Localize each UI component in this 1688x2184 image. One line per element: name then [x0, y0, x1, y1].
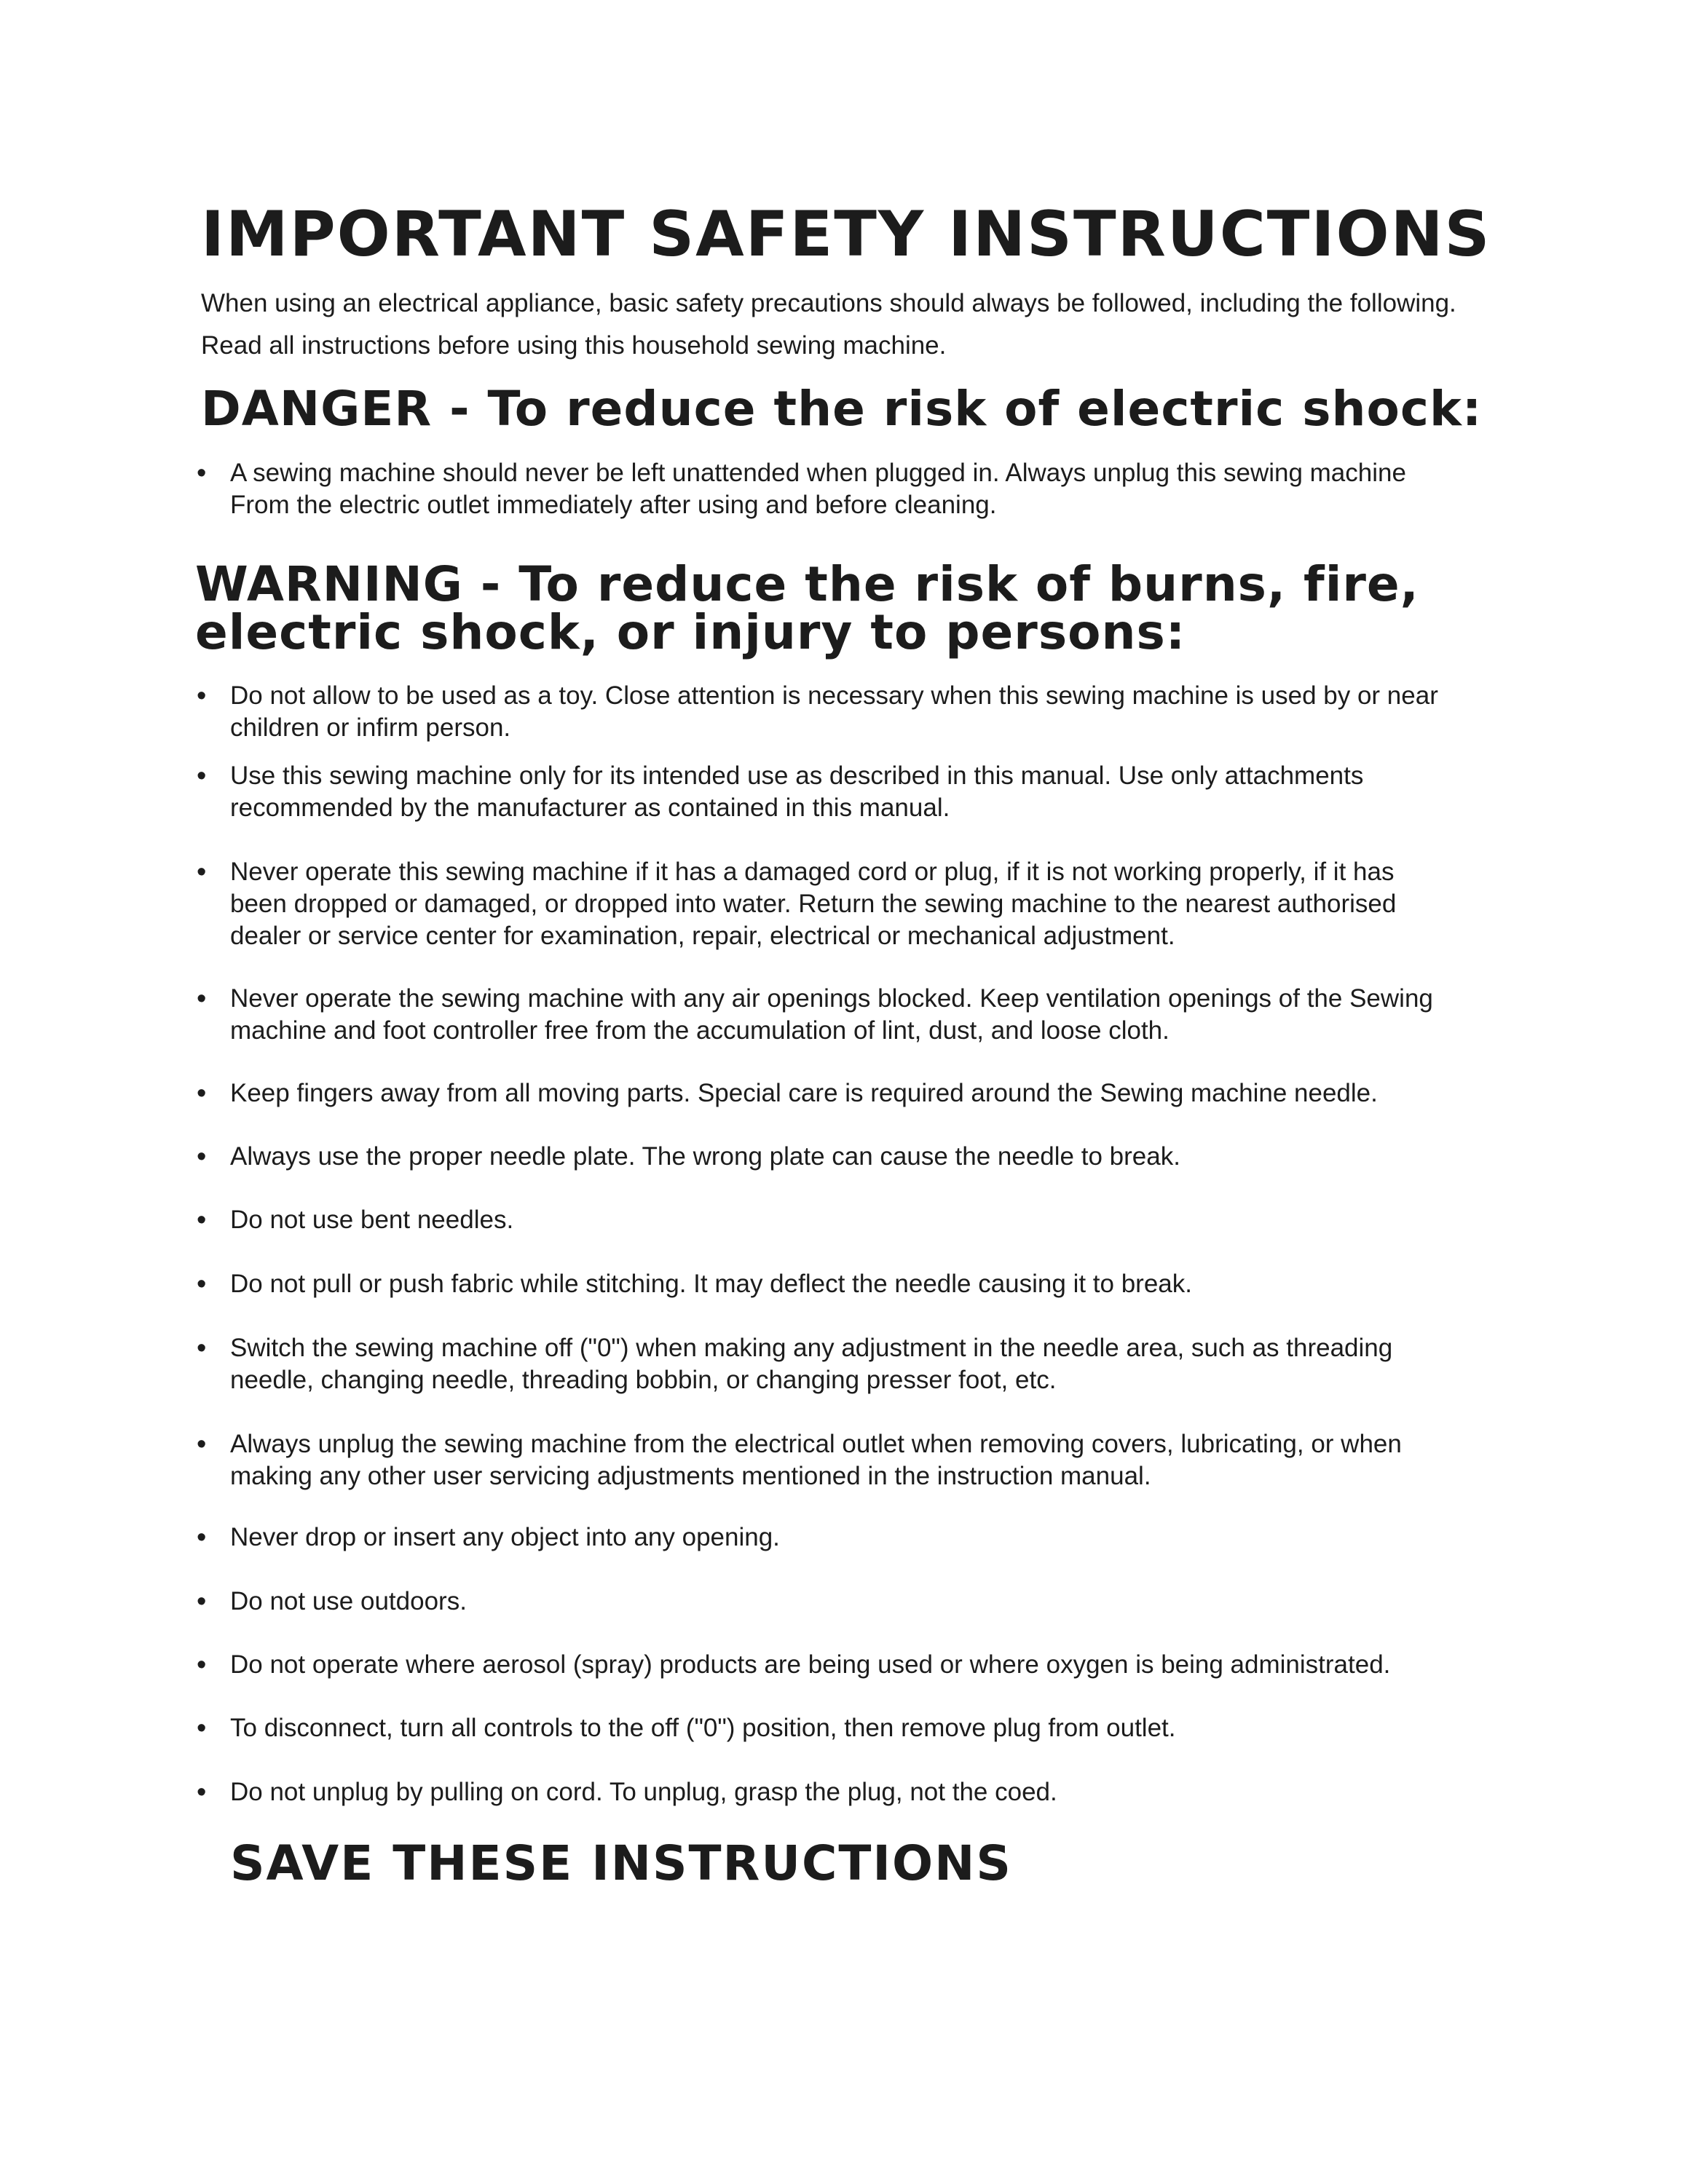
warning-list [197, 1141, 1449, 1173]
intro-line: Read all instructions before using this household sewing machine. [201, 331, 947, 360]
warning-list [197, 1204, 1449, 1236]
list-item: • To disconnect, turn all controls to the off ("0") position, then remove plug from outlet. [197, 1712, 1449, 1744]
warning-list [197, 1712, 1449, 1744]
warning-list [197, 1428, 1449, 1492]
warning-list [197, 1332, 1449, 1396]
warning-list [197, 1649, 1449, 1681]
list-item: • Do not use bent needles. [197, 1204, 1449, 1236]
warning-list [197, 1776, 1449, 1808]
warning-list [197, 680, 1449, 744]
warning-list [197, 760, 1449, 824]
warning-heading [195, 556, 1419, 660]
save-instructions-heading: SAVE THESE INSTRUCTIONS [230, 1835, 1012, 1891]
intro-line: When using an electrical appliance, basic safety precautions should always be followed, including the following. [201, 289, 1456, 317]
list-item: • Do not unplug by pulling on cord. To unplug, grasp the plug, not the coed. [197, 1776, 1449, 1808]
list-item: • Keep fingers away from all moving parts. Special care is required around the Sewing machine needle. [197, 1077, 1449, 1109]
intro-paragraph [201, 282, 1456, 367]
warning-keyword: WARNING - [195, 556, 502, 612]
warning-list [197, 1586, 1449, 1618]
list-item: • Do not use outdoors. [197, 1586, 1449, 1618]
list-item: • Do not pull or push fabric while stitching. It may deflect the needle causing it to break. [197, 1268, 1449, 1300]
list-item: • Do not operate where aerosol (spray) products are being used or where oxygen is being administrated. [197, 1649, 1449, 1681]
danger-heading [201, 380, 1482, 438]
danger-keyword: DANGER - [201, 381, 470, 437]
list-item: • Switch the sewing machine off ("0") when making any adjustment in the needle area, such as threading needle, changing needle, threading bobbin, or changing presser foot, etc. [197, 1332, 1449, 1396]
warning-list [197, 856, 1449, 952]
list-item: • Never operate this sewing machine if it has a damaged cord or plug, if it is not working properly, if it has been dropped or damaged, or dropped into water. Return the sewing machine to the nearest authorised dealer or service center for examination, repair, electrical or mechanical adjustment. [197, 856, 1449, 952]
list-item: • Always use the proper needle plate. The wrong plate can cause the needle to break. [197, 1141, 1449, 1173]
list-item: • Always unplug the sewing machine from the electrical outlet when removing covers, lubricating, or when making any other user servicing adjustments mentioned in the instruction manual. [197, 1428, 1449, 1492]
list-item: • Do not allow to be used as a toy. Close attention is necessary when this sewing machine is used by or near children or infirm person. [197, 680, 1449, 744]
warning-list [197, 1268, 1449, 1300]
warning-text-line2: electric shock, or injury to persons: [195, 604, 1186, 660]
list-item: • Use this sewing machine only for its intended use as described in this manual. Use only attachments recommended by the manufacturer as contained in this manual. [197, 760, 1449, 824]
list-item: • Never drop or insert any object into any opening. [197, 1522, 1449, 1554]
list-item: • A sewing machine should never be left unattended when plugged in. Always unplug this sewing machine From the electric outlet immediately after using and before cleaning. [197, 457, 1449, 521]
danger-list [197, 457, 1449, 521]
warning-list [197, 983, 1449, 1047]
warning-list [197, 1077, 1449, 1109]
danger-text: To reduce the risk of electric shock: [487, 381, 1483, 437]
page-title: IMPORTANT SAFETY INSTRUCTIONS [201, 198, 1491, 271]
warning-list [197, 1522, 1449, 1554]
list-item: • Never operate the sewing machine with any air openings blocked. Keep ventilation openings of the Sewing machine and foot controller free from the accumulation of lint, dust, and loose cloth. [197, 983, 1449, 1047]
warning-text-line1: To reduce the risk of burns, fire, [518, 556, 1419, 612]
